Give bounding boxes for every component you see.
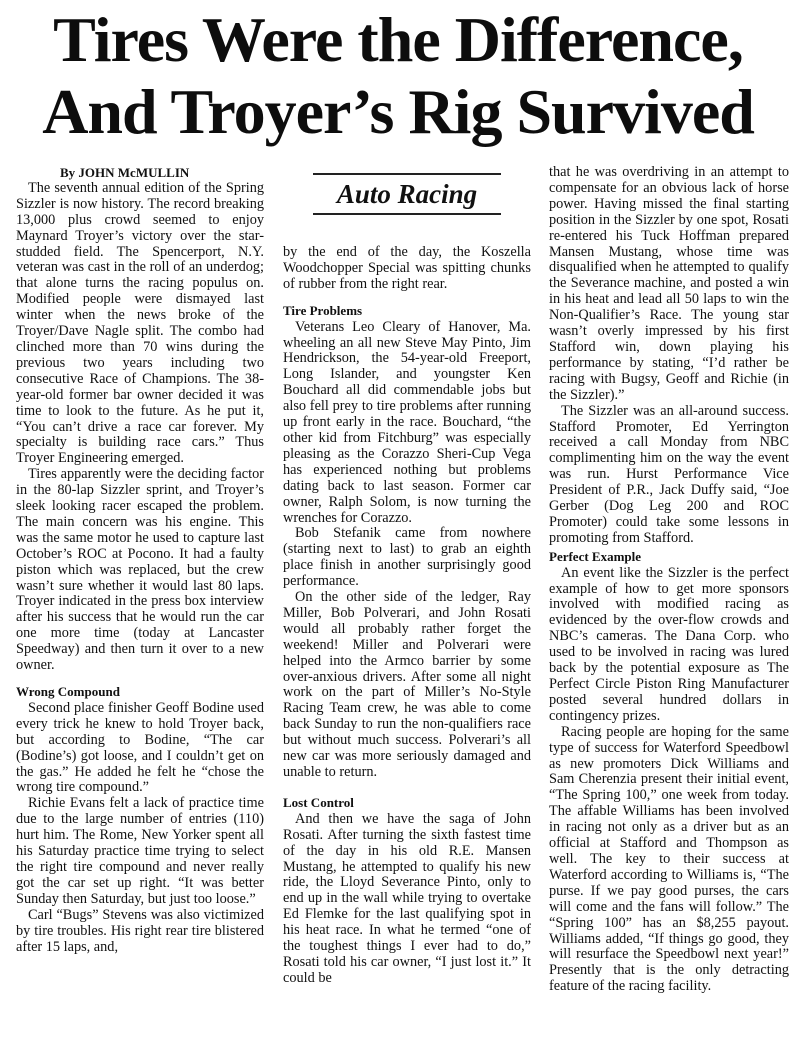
subhead-wrong-compound: Wrong Compound <box>16 684 120 699</box>
paragraph: Veterans Leo Cleary of Hanover, Ma. wheeling an all new Steve May Pinto, Jim Hendrickson, the 54-year-old Freeport, Long Islander, and youngster Ken Bouchard all did commendable jobs but also fell prey to tire problems after running up front early in the race. Bouchard, “the other kid from Fitchburg” was especially pleasing as the Corazzo Sheri-Cup Vega has experienced nothing but problems dating back to last season. Former car owner, Ralph Solom, is now turning the wrenches for Corazzo. <box>283 318 531 526</box>
paragraph: Second place finisher Geoff Bodine used every trick he knew to hold Troyer back, but according to Bodine, “The car (Bodine’s) got loose, and I couldn’t get on the gas.” He added he felt he “chose the wrong tire compound.” <box>16 699 264 796</box>
paragraph: Tires apparently were the deciding factor in the 80-lap Sizzler sprint, and Troyer’s sleek looking racer escaped the problem. The main concern was his engine. This was the same motor he used to capture last October’s ROC at Pocono. It had a faulty piston which was replaced, but the crew wasn’t sure whether it would last 80 laps. Troyer indicated in the press box interview after his success that he would run the car one more time (today at Lancaster Speedway) and then turn it over to a new owner. <box>16 466 264 674</box>
paragraph: Richie Evans felt a lack of practice time due to the large number of entries (110) hurt him. The Rome, New Yorker spent all his Saturday practice time trying to select the right tire compound and never really got the car set up right. “It was better Sunday then Saturday, but just too loose.” <box>16 795 264 907</box>
byline: By JOHN McMULLIN <box>60 165 190 180</box>
headline-line-1: Tires Were the Difference, <box>53 4 743 75</box>
subhead-perfect-example: Perfect Example <box>549 548 642 564</box>
section-label: Auto Racing <box>313 173 501 215</box>
article-column-2 <box>283 245 531 987</box>
paragraph: Carl “Bugs” Stevens was also victimized by tire troubles. His right rear tire blistered after 15 laps, and, <box>16 906 264 955</box>
paragraph: Bob Stefanik came from nowhere (starting next to last) to grab an eighth place finish in another surprisingly good performance. <box>283 525 531 590</box>
spacer <box>283 781 531 793</box>
article-column-3 <box>549 165 789 995</box>
paragraph: The Sizzler was an all-around success. Stafford Promoter, Ed Yerrington received a call Monday from NBC complimenting him on the way the event was run. Hurst Performance Vice President of P.R., Jack Duffy said, “Joe Gerber (Dog Leg 200 and ROC Promoter) could take some lessons in promoting from Stafford. <box>549 402 789 546</box>
paragraph: On the other side of the ledger, Ray Miller, Bob Polverari, and John Rosati would all probably rather forget the weekend! Miller and Polverari were helped into the Armco barrier by some over-anxious drivers. After some all night work on the part of Miller’s No-Style Racing Team crew, he was able to come back Sunday to run the non-qualifiers race but without much success. Polverari’s all new car was more seriously damaged and unable to return. <box>283 589 531 780</box>
paragraph: And then we have the saga of John Rosati. After turning the sixth fastest time of the day in his old R.E. Mansen Mustang, he attempted to qualify his new ride, the Lloyd Severance Pinto, only to end up in the wall while trying to overtake Ed Flemke for the last qualifying spot in his heat race. In what he termed “one of the toughest things I ever had to do,” Rosati told his car owner, “I just lost it.” It could be <box>283 810 531 986</box>
paragraph: by the end of the day, the Koszella Woodchopper Special was spitting chunks of rubber from the right rear. <box>283 244 531 292</box>
paragraph: Racing people are hoping for the same type of success for Waterford Speedbowl as new promoters Dick Williams and Sam Cherenzia present their initial event, “The Spring 100,” one week from today. The affable Williams has been involved in racing not only as a driver but as an official at Stafford and Thompson as well. The key to their success at Waterford according to Williams is, “The purse. If we pay good purses, the cars will come and the fans will follow.” The “Spring 100” has an $8,255 payout. Williams added, “If things go good, they will resurface the Speedbowl next year!” Presently that is the only detracting feature of the racing facility. <box>549 723 789 995</box>
paragraph: that he was overdriving in an attempt to compensate for an obvious lack of horse power. Having missed the final starting position in the Sizzler by one spot, Rosati re-entered his Tuck Hoffman prepared Mansen Mustang, whose time was disqualified when he attempted to qualify the Severance machine, and posted a win in his heat and lead all 50 laps to win the Non-Qualifier’s Race. The young star wasn’t overly impressed by his first Stafford win, down playing his performance by stating, “I’d rather be racing with Bugsy, Geoff and Richie (in the Sizzler).” <box>549 164 789 403</box>
subhead-tire-problems: Tire Problems <box>283 302 363 318</box>
subhead-lost-control: Lost Control <box>283 794 354 810</box>
paragraph: The seventh annual edition of the Spring Sizzler is now history. The record breaking 13,000 plus crowd seemed to enjoy Maynard Troyer’s victory over the star-studded field. The Spencerport, N.Y. veteran was cast in the roll of an underdog; that alone turns the racing populus on. Modified people were dismayed last winter when the news broke of the Troyer/Dave Nagle split. The combo had clinched more than 70 wins during the previous two years including two consecutive Race of Champions. The 38-year-old former bar owner decided it was time to look to the future. As he put it, “You can’t drive a race car forever. My specialty is building race cars.” Thus Troyer Engineering emerged. <box>16 179 264 467</box>
article-column-1 <box>16 165 264 955</box>
headline-line-2: And Troyer’s Rig Survived <box>42 76 754 147</box>
headline <box>0 4 796 148</box>
paragraph: An event like the Sizzler is the perfect example of how to get more sponsors involved with modified racing as evidenced by the over-flow crowds and NBC’s cameras. The Dana Corp. who used to be involved in racing was lured back by the potential exposure as The Perfect Circle Piston Ring Manufacturer posted several hundred dollars in contingency prizes. <box>549 564 789 724</box>
